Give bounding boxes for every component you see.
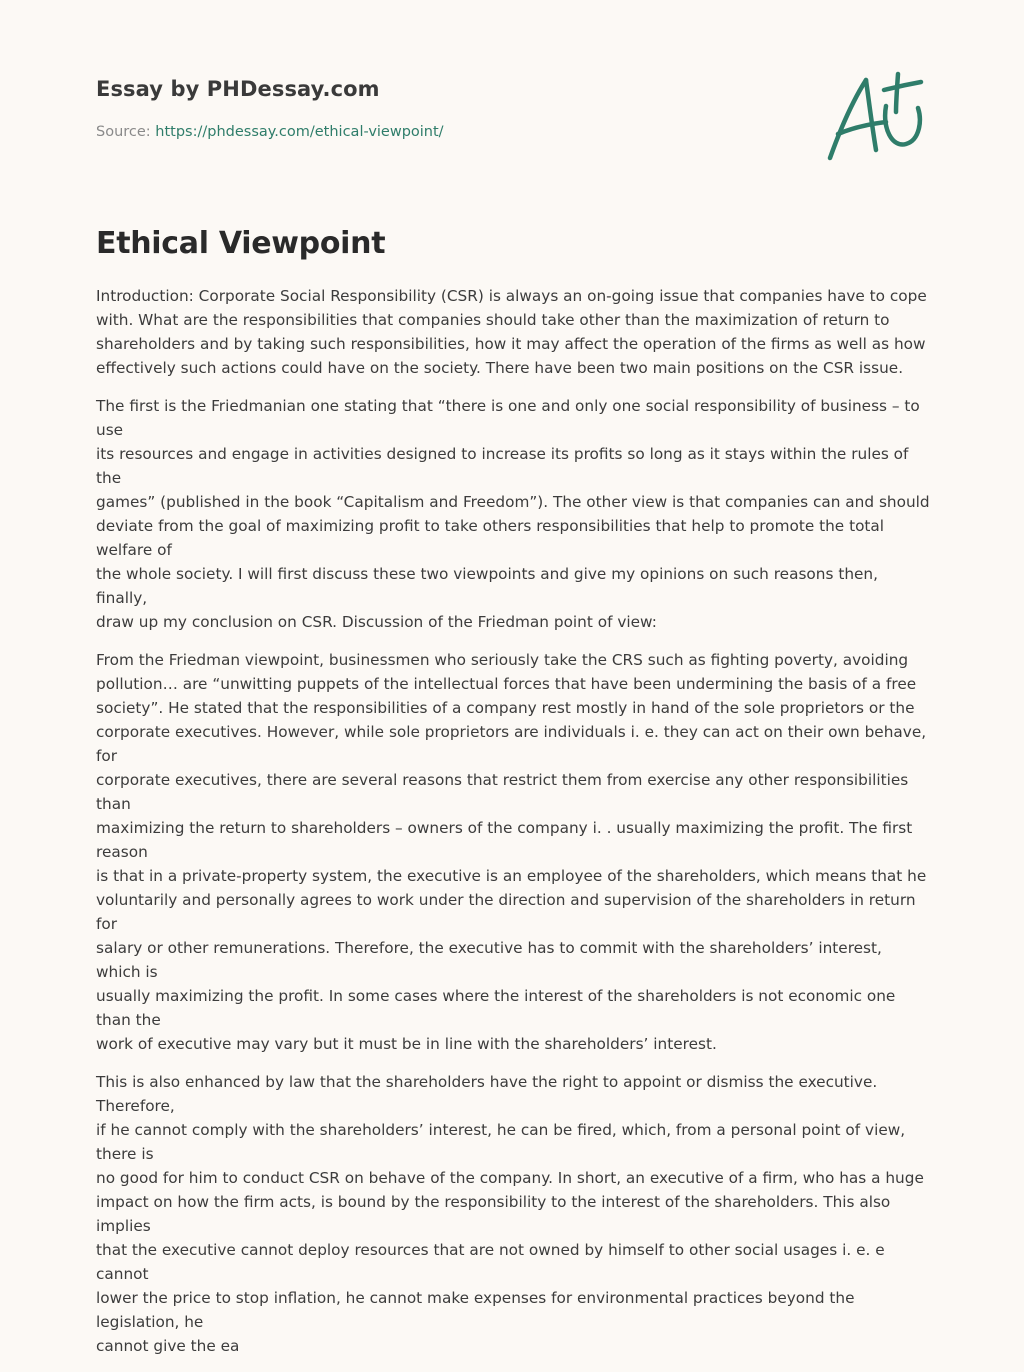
page-title: Ethical Viewpoint <box>96 226 386 261</box>
essay-body <box>96 284 930 1372</box>
source-label: Source: <box>96 124 156 140</box>
source-line <box>96 124 444 140</box>
a-plus-icon <box>822 68 926 164</box>
paragraph: From the Friedman viewpoint, businessmen who seriously take the CRS such as fighting poverty, avoiding pollution… are “unwitting puppets of the intellectual forces that have been undermining the basis of a free society”. He stated that the responsibilities of a company rest mostly in hand of the sole proprietors or the corporate executives. However, while sole proprietors are individuals i. e. they can act on their own behave, for corporate executives, there are several reasons that restrict them from exercise any other responsibilities than maximizing the return to shareholders – owners of the company i. . usually maximizing the profit. The first reason is that in a private-property system, the executive is an employee of the shareholders, which means that he voluntarily and personally agrees to work under the direction and supervision of the shareholders in return for salary or other remunerations. Therefore, the executive has to commit with the shareholders’ interest, which is usually maximizing the profit. In some cases where the interest of the shareholders is not economic one than the work of executive may vary but it must be in line with the shareholders’ interest. <box>96 651 927 1053</box>
site-brand: Essay by PHDessay.com <box>96 77 380 101</box>
paragraph: The first is the Friedmanian one stating that “there is one and only one social responsibility of business – to use its resources and engage in activities designed to increase its profits so long as it stays within the rules of the games” (published in the book “Capitalism and Freedom”). The other view is that companies can and should deviate from the goal of maximizing profit to take others responsibilities that help to promote the total welfare of the whole society. I will first discuss these two viewpoints and give my opinions on such reasons then, finally, draw up my conclusion on CSR. Discussion of the Friedman point of view: <box>96 397 930 631</box>
paragraph: Introduction: Corporate Social Responsibility (CSR) is always an on-going issue that companies have to cope with. What are the responsibilities that companies should take other than the maximization of return to shareholders and by taking such responsibilities, how it may affect the operation of the firms as well as how effectively such actions could have on the society. There have been two main positions on the CSR issue. <box>96 287 927 377</box>
paragraph: This is also enhanced by law that the shareholders have the right to appoint or dismiss the executive. Therefore, if he cannot comply with the shareholders’ interest, he can be fired, which, from a personal point of view, there is no good for him to conduct CSR on behave of the company. In short, an executive of a firm, who has a huge impact on how the firm acts, is bound by the responsibility to the interest of the shareholders. This also implies that the executive cannot deploy resources that are not owned by himself to other social usages i. e. e cannot lower the price to stop inflation, he cannot make expenses for environmental practices beyond the legislation, he cannot give the ea <box>96 1073 924 1355</box>
source-link[interactable]: https://phdessay.com/ethical-viewpoint/ <box>155 124 444 140</box>
